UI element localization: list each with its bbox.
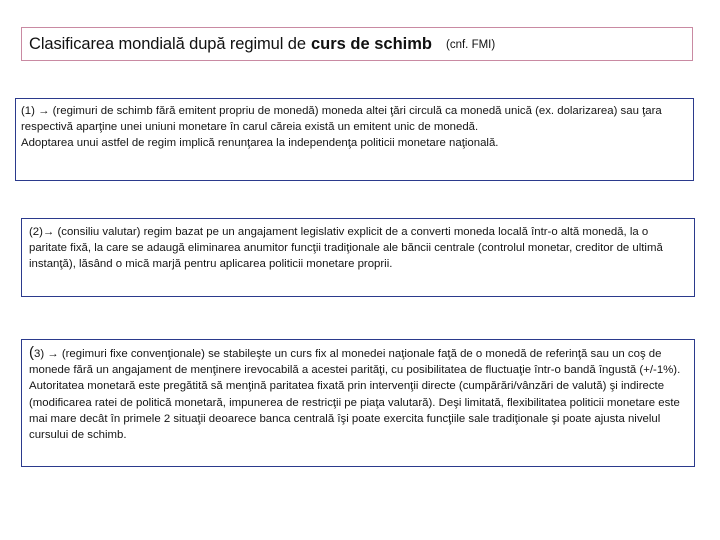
regime-1-note: Adoptarea unui astfel de regim implică renunţarea la independenţa politicii monetare naţională. <box>21 137 499 150</box>
title-main: Clasificarea mondială după regimul de <box>29 34 306 53</box>
regime-3-box <box>21 339 695 467</box>
title-bold: curs de schimb <box>310 34 433 53</box>
title-source: (cnf. FMI) <box>446 39 496 51</box>
regime-3-lead: ( <box>29 344 34 361</box>
regime-3-paragraph <box>29 345 688 378</box>
regime-3-note: Autoritatea monetară este pregătită să menţină paritatea fixată prin intervenţii directe (cumpărări/vânzări de valută) şi indirecte (modificarea ratei de politică monetară, impunerea de restricţii pe piaţa valutară). Deşi limitată, flexibilitatea politicii monetare este mai mare decât în primele 2 situaţii deoarece banca centrală îşi poate exercita funcţiile sale tradiţionale şi poate ajusta nivelul cursului de schimb. <box>29 380 680 442</box>
regime-2-box <box>21 218 695 297</box>
regime-2-text: (2)→ (consiliu valutar) regim bazat pe un angajament legislativ explicit de a converti moneda locală într-o altă monedă, la o paritate fixă, la care se adaugă eliminarea anumitor funcţii tradiţionale ale băncii centrale (controlul monetar, creditor de ultimă instanţă), lăsând o mică marjă pentru aplicarea politicii monetare proprii. <box>29 226 663 271</box>
regime-1-box <box>15 98 694 181</box>
regime-3-text: 3) → (regimuri fixe convenţionale) se stabileşte un curs fix al monedei naţionale faţă de o monedă de referinţă sau un coş de monede fără un angajament de menţinere irevocabilă a acestei parităţi, cu posibilitatea de fluctuaţie într-o bandă îngustă (+/-1%). <box>29 348 681 377</box>
title-box <box>21 27 693 61</box>
regime-1-text: (1) → (regimuri de schimb fără emitent propriu de monedă) moneda altei ţări circulă ca monedă unică (ex. dolarizarea) sau ţara respectivă aparţine unei uniuni monetare în carul căreia există un emitent unic de monedă. <box>21 105 662 134</box>
